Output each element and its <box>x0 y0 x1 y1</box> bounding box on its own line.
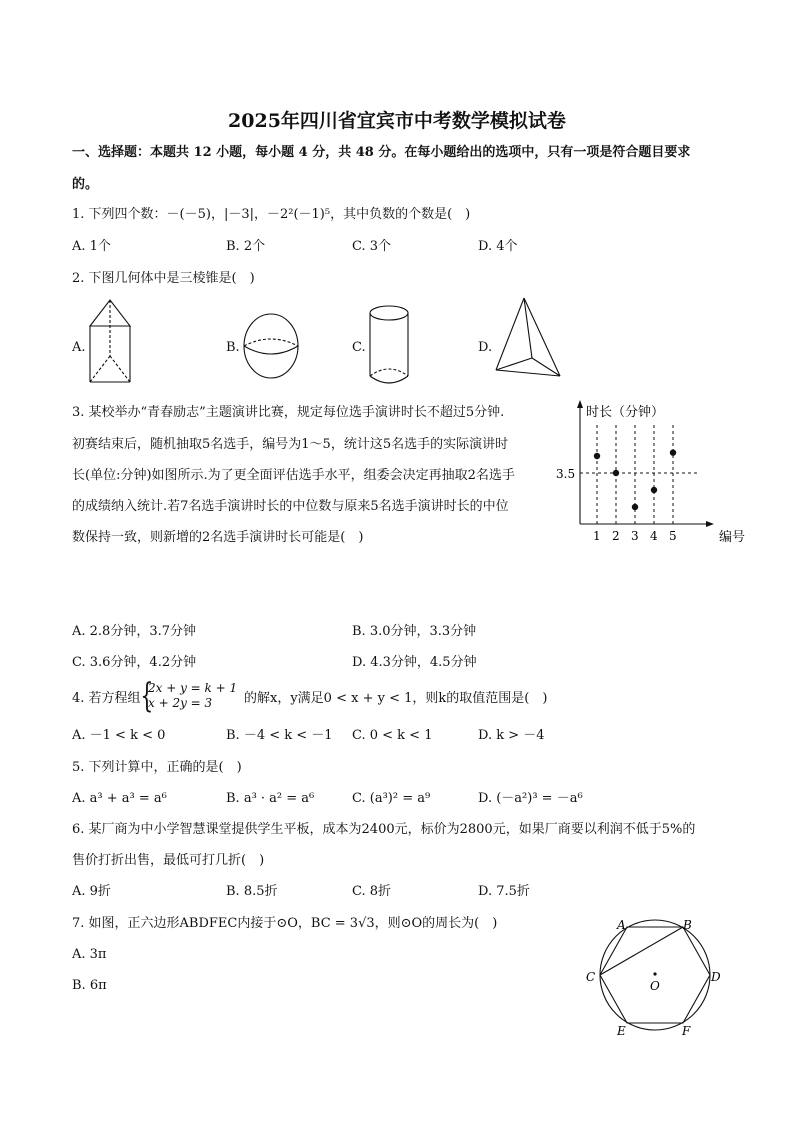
q3-line4: 的成绩纳入统计.若7名选手演讲时长的中位数与原来5名选手演讲时长的中位 <box>72 499 509 514</box>
q6-option-b: B. 8.5折 <box>226 884 278 899</box>
q7-stem: 7. 如图，正六边形ABDFEC内接于⊙O，BC = 3√3，则⊙O的周长为( ) <box>72 916 498 931</box>
q3-option-d: D. 4.3分钟，4.5分钟 <box>352 655 477 670</box>
equation-brace: { <box>140 676 154 716</box>
q3-line5: 数保持一致，则新增的2名选手演讲时长可能是( ) <box>72 530 364 545</box>
label-B: B <box>683 918 692 932</box>
label-E: E <box>617 1024 626 1038</box>
x-tick-label: 1 <box>593 529 601 543</box>
q4-prefix: 4. 若方程组 <box>72 691 141 706</box>
q3-option-c: C. 3.6分钟，4.2分钟 <box>72 655 197 670</box>
q3-line1: 3. 某校举办“青春励志”主题演讲比赛，规定每位选手演讲时长不超过5分钟. <box>72 405 505 420</box>
data-point <box>632 504 638 510</box>
q1-stem: 1. 下列四个数：－(－5)，|－3|，－2²(－1)⁵，其中负数的个数是( ) <box>72 207 471 222</box>
q3-option-a: A. 2.8分钟，3.7分钟 <box>72 624 197 639</box>
q2-option-c: C. <box>352 340 366 355</box>
y-axis-arrow <box>577 400 583 408</box>
q1-option-a: A. 1个 <box>72 239 111 254</box>
prism-figure <box>86 298 136 384</box>
q4-eq1: 2x + y = k + 1 <box>148 681 238 695</box>
q6-line2: 售价打折出售，最低可打几折( ) <box>72 853 265 868</box>
hexagon-circle-figure <box>580 910 730 1040</box>
data-point <box>613 470 619 476</box>
q6-option-a: A. 9折 <box>72 884 111 899</box>
q5-option-d: D. (－a²)³ = －a⁶ <box>478 791 583 806</box>
speech-time-chart <box>550 400 746 550</box>
x-axis-label: 编号 <box>719 530 746 545</box>
q3-line3: 长(单位:分钟)如图所示.为了更全面评估选手水平，组委会决定再抽取2名选手 <box>72 468 515 483</box>
x-tick-label: 3 <box>631 529 639 543</box>
q4-suffix: 的解x，y满足0 < x + y < 1，则k的取值范围是( ) <box>244 691 548 706</box>
q4-option-d: D. k > －4 <box>478 728 545 743</box>
q4-option-a: A. －1 < k < 0 <box>72 728 166 743</box>
label-F: F <box>682 1024 691 1038</box>
q5-option-c: C. (a³)² = a⁹ <box>352 791 431 806</box>
q3-line2: 初赛结束后，随机抽取5名选手，编号为1～5，统计这5名选手的实际演讲时 <box>72 437 509 452</box>
q7-option-b: B. 6π <box>72 978 107 993</box>
data-point <box>594 453 600 459</box>
x-tick-label: 5 <box>669 529 677 543</box>
q2-stem: 2. 下图几何体中是三棱锥是( ) <box>72 271 255 286</box>
x-axis-arrow <box>706 521 714 527</box>
q5-option-a: A. a³ + a³ = a⁶ <box>72 791 167 806</box>
section-heading-cont: 的。 <box>72 177 99 192</box>
q4-eq2: x + 2y = 3 <box>148 696 213 710</box>
label-O: O <box>650 979 660 993</box>
q2-option-d: D. <box>478 340 493 355</box>
q2-option-b: B. <box>226 340 240 355</box>
y-axis-label: 时长（分钟） <box>586 405 665 420</box>
q6-option-d: D. 7.5折 <box>478 884 530 899</box>
data-point <box>670 449 676 455</box>
page-title: 2025年四川省宜宾市中考数学模拟试卷 <box>228 110 566 132</box>
section-heading: 一、选择题：本题共 12 小题，每小题 4 分，共 48 分。在每小题给出的选项中，只有一项是符合题目要求 <box>72 145 691 160</box>
label-C: C <box>586 970 596 984</box>
sphere-figure <box>242 312 302 380</box>
q7-option-a: A. 3π <box>72 947 107 962</box>
q4-option-b: B. －4 < k < －1 <box>226 728 333 743</box>
label-A: A <box>617 918 626 932</box>
q5-stem: 5. 下列计算中，正确的是( ) <box>72 760 242 775</box>
label-D: D <box>711 970 721 984</box>
data-point <box>651 487 657 493</box>
q6-line1: 6. 某厂商为中小学智慧课堂提供学生平板，成本为2400元，标价为2800元，如果厂商要以利润不低于5%的 <box>72 822 696 837</box>
q1-option-d: D. 4个 <box>478 239 518 254</box>
q6-option-c: C. 8折 <box>352 884 392 899</box>
q2-option-a: A. <box>72 340 86 355</box>
q4-option-c: C. 0 < k < 1 <box>352 728 433 743</box>
q5-option-b: B. a³ · a² = a⁶ <box>226 791 315 806</box>
y-tick-label: 3.5 <box>556 467 576 481</box>
cylinder-figure <box>368 304 412 386</box>
triangular-pyramid-figure <box>494 296 564 380</box>
x-tick-label: 4 <box>650 529 658 543</box>
q1-option-c: C. 3个 <box>352 239 392 254</box>
x-tick-label: 2 <box>612 529 620 543</box>
q3-option-b: B. 3.0分钟，3.3分钟 <box>352 624 477 639</box>
q1-option-b: B. 2个 <box>226 239 266 254</box>
